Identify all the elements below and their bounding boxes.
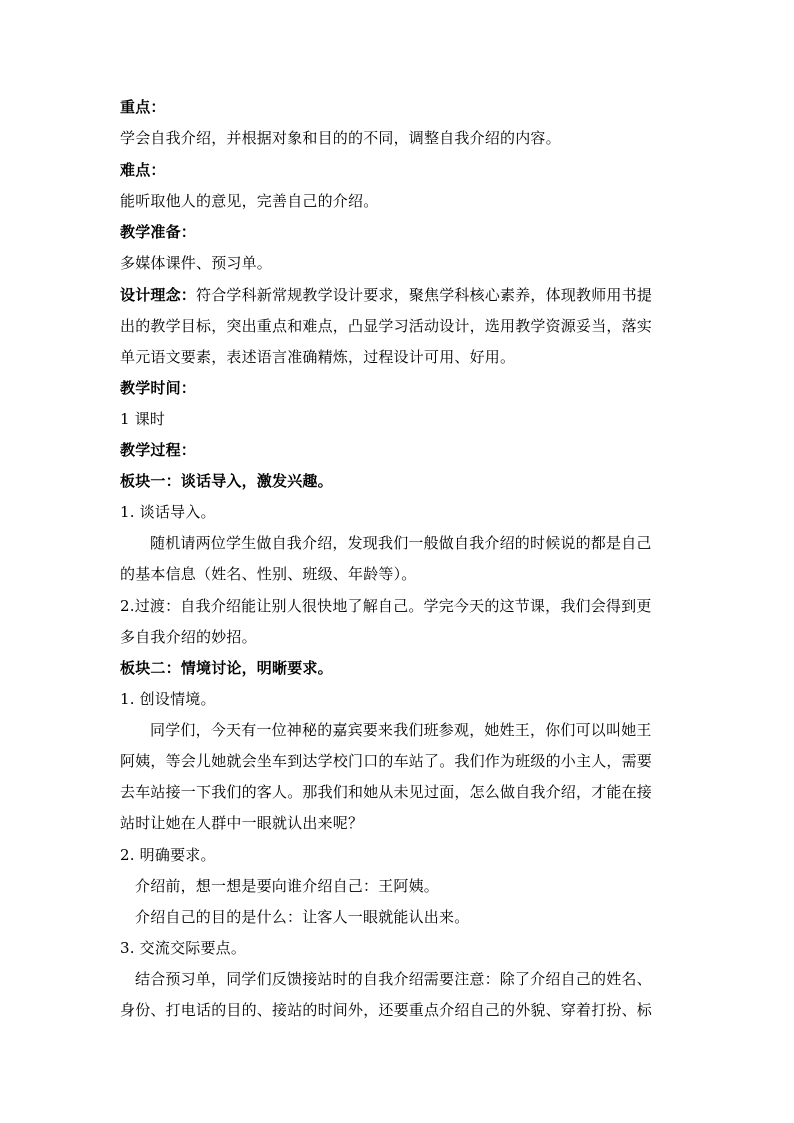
key-points-heading: 重点： xyxy=(120,98,166,116)
block2-paragraph-1-line-4: 站时让她在人群中一眼就认出来呢？ xyxy=(120,814,364,832)
concept-text-1: 符合学科新常规教学设计要求，聚焦学科核心素养，体现教师用书提 xyxy=(196,286,653,304)
block2-paragraph-1-line-3: 去车站接一下我们的客人。那我们和她从未见过面，怎么做自我介绍，才能在接 xyxy=(120,783,653,801)
concept-line-2: 出的教学目标，突出重点和难点，凸显学习活动设计，选用教学资源妥当，落实 xyxy=(120,317,653,335)
block2-paragraph-3-line-1: 结合预习单，同学们反馈接站时的自我介绍需要注意：除了介绍自己的姓名、 xyxy=(135,970,652,988)
time-heading: 教学时间： xyxy=(120,379,197,397)
concept-line-3: 单元语文要素，表述语言准确精炼，过程设计可用、好用。 xyxy=(120,348,516,366)
concept-line-1 xyxy=(120,285,652,305)
block1-item-2-line-1: 2.过渡：自我介绍能让别人很快地了解自己。学完今天的这节课，我们会得到更 xyxy=(120,597,652,615)
key-points-text: 学会自我介绍，并根据对象和目的的不同，调整自我介绍的内容。 xyxy=(120,129,561,147)
block1-paragraph-1-line-2: 的基本信息（姓名、性别、班级、年龄等）。 xyxy=(120,565,417,583)
block1-paragraph-1-line-1: 随机请两位学生做自我介绍，发现我们一般做自我介绍的时候说的都是自己 xyxy=(150,534,652,552)
block1-heading: 板块一：谈话导入，激发兴趣。 xyxy=(120,472,333,490)
block2-item-2-who: 介绍前，想一想是要向谁介绍自己：王阿姨。 xyxy=(135,877,440,895)
block1-item-2-line-2: 多自我介绍的妙招。 xyxy=(120,628,257,646)
block2-paragraph-3-line-2: 身份、打电话的目的、接站的时间外，还要重点介绍自己的外貌、穿着打扮、标 xyxy=(120,1001,653,1019)
difficulty-text: 能听取他人的意见，完善自己的介绍。 xyxy=(120,192,379,210)
difficulty-heading: 难点： xyxy=(120,161,166,179)
block2-heading: 板块二：情境讨论，明晰要求。 xyxy=(120,659,333,677)
process-heading: 教学过程： xyxy=(120,441,197,459)
prep-heading: 教学准备： xyxy=(120,223,197,241)
block2-item-3: 3. 交流交际要点。 xyxy=(120,939,247,957)
block2-paragraph-1-line-1: 同学们，今天有一位神秘的嘉宾要来我们班参观，她姓王，你们可以叫她王 xyxy=(150,721,652,739)
block2-item-2: 2. 明确要求。 xyxy=(120,846,216,864)
block2-item-2-purpose: 介绍自己的目的是什么：让客人一眼就能认出来。 xyxy=(135,908,470,926)
block2-item-1: 1. 创设情境。 xyxy=(120,690,216,708)
time-text: 1 课时 xyxy=(120,410,166,428)
block2-paragraph-1-line-2: 阿姨，等会儿她就会坐车到达学校门口的车站了。我们作为班级的小主人，需要 xyxy=(120,752,653,770)
block1-item-1: 1. 谈话导入。 xyxy=(120,503,216,521)
prep-text: 多媒体课件、预习单。 xyxy=(120,254,273,272)
concept-label: 设计理念： xyxy=(120,286,197,304)
